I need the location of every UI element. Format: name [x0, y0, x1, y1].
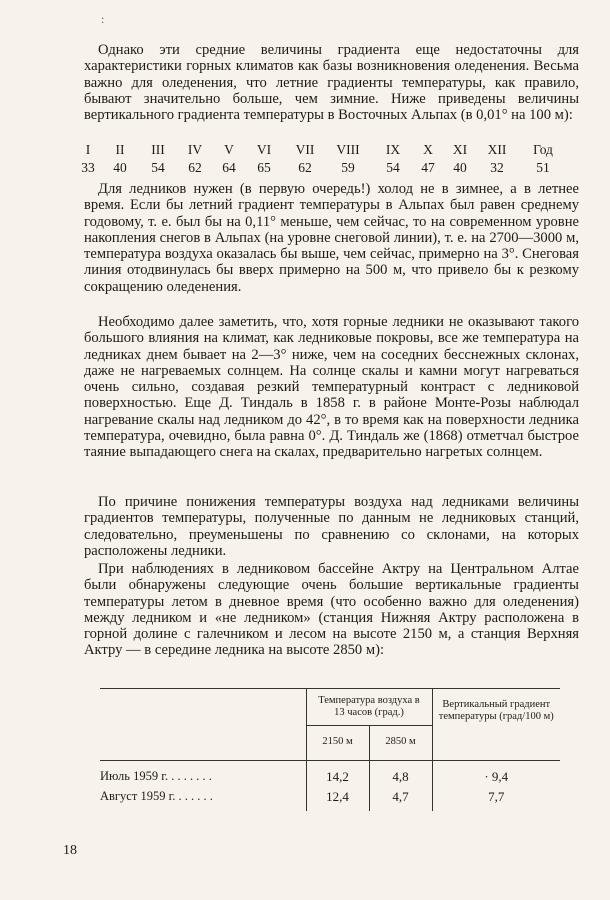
month-label: XI [452, 142, 468, 157]
temperature-header: Температура воздуха в 13 часов (град.) [306, 689, 432, 726]
table-cell-gradient: 7,7 [432, 785, 560, 811]
gradient-value: 47 [421, 160, 435, 175]
page-mark: : [101, 12, 105, 26]
table-row-label: Август 1959 г. . . . . . . [100, 789, 213, 803]
gradient-value: 54 [151, 160, 165, 175]
month-label: I [85, 142, 91, 157]
table-row-label: Июль 1959 г. . . . . . . . [100, 761, 306, 786]
table-cell-2150: 14,2 [306, 761, 369, 786]
aktru-temperature-table [100, 688, 560, 811]
month-label: Год [533, 142, 553, 157]
month-label: III [151, 142, 165, 157]
gradient-value: 59 [341, 160, 355, 175]
month-label: XII [487, 142, 507, 157]
month-label: IX [385, 142, 401, 157]
month-header-row [84, 142, 579, 160]
monthly-gradient-table [81, 142, 579, 178]
column-2850: 2850 м [369, 726, 432, 761]
table-cell-2850: 4,8 [369, 761, 432, 786]
paragraph-glacier-contrast: Необходимо далее заметить, что, хотя горные ледники не оказывают такого большого влияния на климат, как ледниковые покровы, все же температура на ледниках днем бывает на 2—3° ниже, чем на соседних бесснежных склонах, даже не нагреваемых солнцем. На солнце скалы и камни могут нагреваться очень сильно, создавая резкий температурный контраст с ледниковой поверхностью. Еще Д. Тиндаль в 1858 г. в районе Монте-Розы наблюдал нагревание скалы над ледником до 42°, в то время как на поверхности ледника температура, очевидно, была равна 0°. Д. Тиндаль же (1868) отметчал быстрое таяние выпадающего снега на скалах, предварительно нагретых солнцем. [84, 314, 579, 461]
paragraph-summer-cold: Для ледников нужен (в первую очередь!) холод не в зимнее, а в летнее время. Если бы летний градиент температуры в Альпах был равен среднему годовому, т. е. был бы на 0,11° меньше, чем сейчас, то на современном уровне накопления снегов в Альпах (на уровне снеговой линии), т. е. на 2700—3000 м, температура воздуха оказалась бы выше, чем сейчас, примерно на 3°. Снеговая линия отодвинулась бы вверх примерно на 500 м, что привело бы к резкому сокращению оледенения. [84, 181, 579, 295]
gradient-value: 62 [188, 160, 202, 175]
gradient-value: 40 [453, 160, 467, 175]
table-cell-2850: 4,7 [369, 785, 432, 811]
month-label: VII [295, 142, 315, 157]
gradient-value: 51 [536, 160, 550, 175]
month-label: II [115, 142, 125, 157]
paragraph-gradient-intro: Однако эти средние величины градиента еще недостаточны для характеристики горных климатов как базы возникновения оледенения. Весьма важно для оледенения, что летние градиенты температуры, как правило, бывают значительно больше, чем зимние. Ниже приведены величины вертикального градиента температуры в Восточных Альпах (в 0,01° на 100 м): [84, 42, 579, 124]
month-label: VIII [336, 142, 360, 157]
gradient-value: 32 [490, 160, 504, 175]
table-cell-gradient: · 9,4 [432, 761, 560, 786]
gradient-value: 33 [81, 160, 95, 175]
gradient-value: 64 [222, 160, 236, 175]
table-cell-2150: 12,4 [306, 785, 369, 811]
column-2150: 2150 м [306, 726, 369, 761]
paragraph-aktru-observations: При наблюдениях в ледниковом бассейне Актру на Центральном Алтае были обнаружены следующие очень большие вертикальные градиенты температуры летом в дневное время (что особенно важно для оледенения) между ледником и «не ледником» (станция Нижняя Актру расположена в горной долине с галечником и лесом на высоте 2150 м, а станция Верхняя Актру — в середине ледника на высоте 2850 м): [84, 561, 579, 659]
gradient-value-row [81, 160, 579, 178]
gradient-value: 40 [113, 160, 127, 175]
gradient-value: 54 [386, 160, 400, 175]
gradient-value: 65 [257, 160, 271, 175]
month-label: VI [256, 142, 272, 157]
gradient-value: 62 [298, 160, 312, 175]
month-label: X [423, 142, 433, 157]
paragraph-gradient-underestimate: По причине понижения температуры воздуха над ледниками величины градиентов температуры, полученные по данным не ледниковых станций, следовательно, преуменьшены по сравнению со склонами, на которых расположены ледники. [84, 494, 579, 559]
month-label: V [224, 142, 234, 157]
page-number: 18 [63, 843, 77, 858]
gradient-header: Вертикальный градиент температуры (град/100 м) [432, 689, 560, 761]
month-label: IV [187, 142, 203, 157]
